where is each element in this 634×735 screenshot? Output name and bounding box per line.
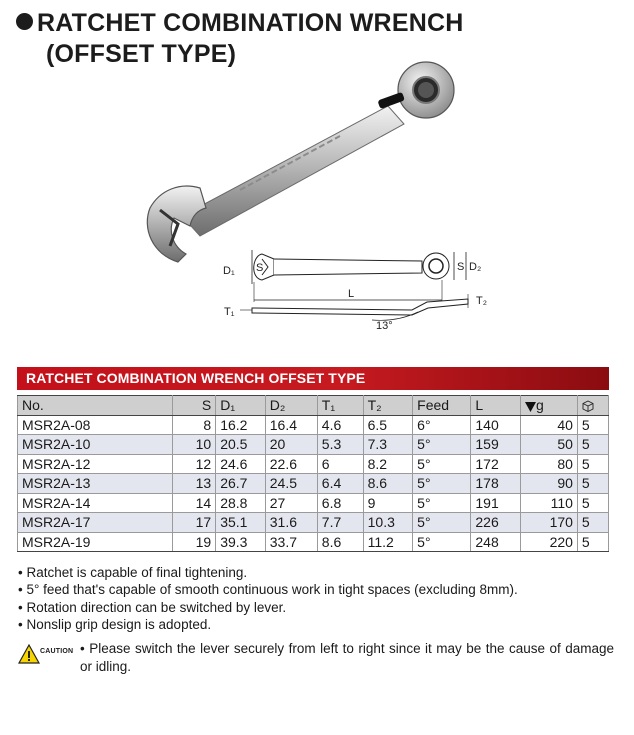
table-cell: 178 <box>471 474 521 494</box>
table-cell: 80 <box>520 454 577 474</box>
table-cell: 170 <box>520 513 577 533</box>
table-cell: 5 <box>577 532 608 552</box>
down-triangle-icon <box>525 402 536 412</box>
table-cell: 39.3 <box>216 532 266 552</box>
table-cell: 6.8 <box>317 493 363 513</box>
table-cell: 24.6 <box>216 454 266 474</box>
table-row <box>18 454 609 474</box>
table-cell: 14 <box>172 493 215 513</box>
table-cell: 220 <box>520 532 577 552</box>
feature-notes <box>18 564 518 634</box>
note-item: • Nonslip grip design is adopted. <box>18 617 212 633</box>
table-cell: 6° <box>413 415 471 435</box>
table-cell: 16.2 <box>216 415 266 435</box>
table-cell: 7.7 <box>317 513 363 533</box>
table-cell: 5 <box>577 474 608 494</box>
d2-label: D₂ <box>469 261 482 273</box>
table-cell: 17 <box>172 513 215 533</box>
spec-table-body <box>18 415 609 552</box>
table-cell: 24.5 <box>265 474 317 494</box>
table-cell: 172 <box>471 454 521 474</box>
table-cell: 40 <box>520 415 577 435</box>
table-cell: 5 <box>577 513 608 533</box>
table-row <box>18 415 609 435</box>
table-cell: 8 <box>172 415 215 435</box>
table-cell: 50 <box>520 435 577 455</box>
col-header-pack <box>577 396 608 416</box>
table-cell: 5° <box>413 513 471 533</box>
table-row <box>18 474 609 494</box>
title-line-2: (OFFSET TYPE) <box>46 40 237 68</box>
table-cell: 5.3 <box>317 435 363 455</box>
col-header-d2: D₂ <box>265 396 317 416</box>
wrench-photo <box>120 58 480 268</box>
table-cell: 10.3 <box>363 513 413 533</box>
table-cell: 110 <box>520 493 577 513</box>
col-header-d1: D₁ <box>216 396 266 416</box>
table-cell: 22.6 <box>265 454 317 474</box>
col-header-feed: Feed <box>413 396 471 416</box>
table-cell: 5° <box>413 435 471 455</box>
caution-text: • Please switch the lever securely from left to right since it may be the cause of damage or idling. <box>80 641 614 674</box>
col-header-no: No. <box>18 396 173 416</box>
table-cell: 13 <box>172 474 215 494</box>
table-cell: 11.2 <box>363 532 413 552</box>
table-cell: 6.5 <box>363 415 413 435</box>
spec-table <box>17 395 609 552</box>
table-cell: 20 <box>265 435 317 455</box>
t1-label: T₁ <box>224 306 235 318</box>
table-cell: 19 <box>172 532 215 552</box>
table-cell: MSR2A-13 <box>18 474 173 494</box>
table-cell: 159 <box>471 435 521 455</box>
s-left-label: S <box>256 262 264 274</box>
table-cell: 12 <box>172 454 215 474</box>
l-label: L <box>348 288 355 300</box>
d1-label: D₁ <box>223 265 235 277</box>
col-header-t1: T₁ <box>317 396 363 416</box>
table-cell: 5 <box>577 415 608 435</box>
col-header-s: S <box>172 396 215 416</box>
bullet-icon <box>16 13 33 30</box>
table-cell: 10 <box>172 435 215 455</box>
col-header-l: L <box>471 396 521 416</box>
table-cell: MSR2A-08 <box>18 415 173 435</box>
table-cell: 9 <box>363 493 413 513</box>
col-header-weight: g <box>520 396 577 416</box>
table-header-row <box>18 396 609 416</box>
table-cell: 6 <box>317 454 363 474</box>
table-cell: 5 <box>577 454 608 474</box>
table-cell: 20.5 <box>216 435 266 455</box>
table-cell: 6.4 <box>317 474 363 494</box>
col-header-t2: T₂ <box>363 396 413 416</box>
table-row <box>18 513 609 533</box>
table-cell: 33.7 <box>265 532 317 552</box>
table-cell: 90 <box>520 474 577 494</box>
caution-badge <box>18 640 76 668</box>
table-cell: 8.6 <box>317 532 363 552</box>
t2-label: T₂ <box>476 295 487 307</box>
table-cell: 8.6 <box>363 474 413 494</box>
caution-label: CAUTION <box>40 648 74 655</box>
table-cell: 28.8 <box>216 493 266 513</box>
note-item: • Ratchet is capable of final tightening. <box>18 565 248 580</box>
table-row <box>18 532 609 552</box>
table-cell: 8.2 <box>363 454 413 474</box>
table-cell: 4.6 <box>317 415 363 435</box>
table-cell: 191 <box>471 493 521 513</box>
s-right-label: S <box>457 261 465 273</box>
table-cell: 140 <box>471 415 521 435</box>
table-cell: 7.3 <box>363 435 413 455</box>
table-cell: 5° <box>413 493 471 513</box>
table-cell: MSR2A-17 <box>18 513 173 533</box>
warning-triangle-icon <box>18 644 40 664</box>
table-cell: 226 <box>471 513 521 533</box>
table-banner: RATCHET COMBINATION WRENCH OFFSET TYPE <box>17 367 609 390</box>
table-cell: 5° <box>413 532 471 552</box>
note-item: • 5° feed that's capable of smooth continuous work in tight spaces (excluding 8mm). <box>18 582 518 598</box>
table-cell: 31.6 <box>265 513 317 533</box>
table-cell: MSR2A-14 <box>18 493 173 513</box>
box-icon <box>582 400 594 412</box>
note-item: • Rotation direction can be switched by lever. <box>18 599 287 615</box>
table-row <box>18 493 609 513</box>
title-line-1: RATCHET COMBINATION WRENCH <box>16 8 463 39</box>
table-cell: 26.7 <box>216 474 266 494</box>
table-cell: 5° <box>413 474 471 494</box>
angle-label: 13° <box>376 320 393 332</box>
table-cell: 5 <box>577 435 608 455</box>
table-cell: 5 <box>577 493 608 513</box>
table-cell: 248 <box>471 532 521 552</box>
dimension-diagram <box>222 242 500 332</box>
table-cell: 16.4 <box>265 415 317 435</box>
table-row <box>18 435 609 455</box>
table-cell: 35.1 <box>216 513 266 533</box>
caution-block <box>18 640 614 676</box>
table-cell: MSR2A-10 <box>18 435 173 455</box>
table-cell: 27 <box>265 493 317 513</box>
table-cell: MSR2A-12 <box>18 454 173 474</box>
table-cell: MSR2A-19 <box>18 532 173 552</box>
table-cell: 5° <box>413 454 471 474</box>
